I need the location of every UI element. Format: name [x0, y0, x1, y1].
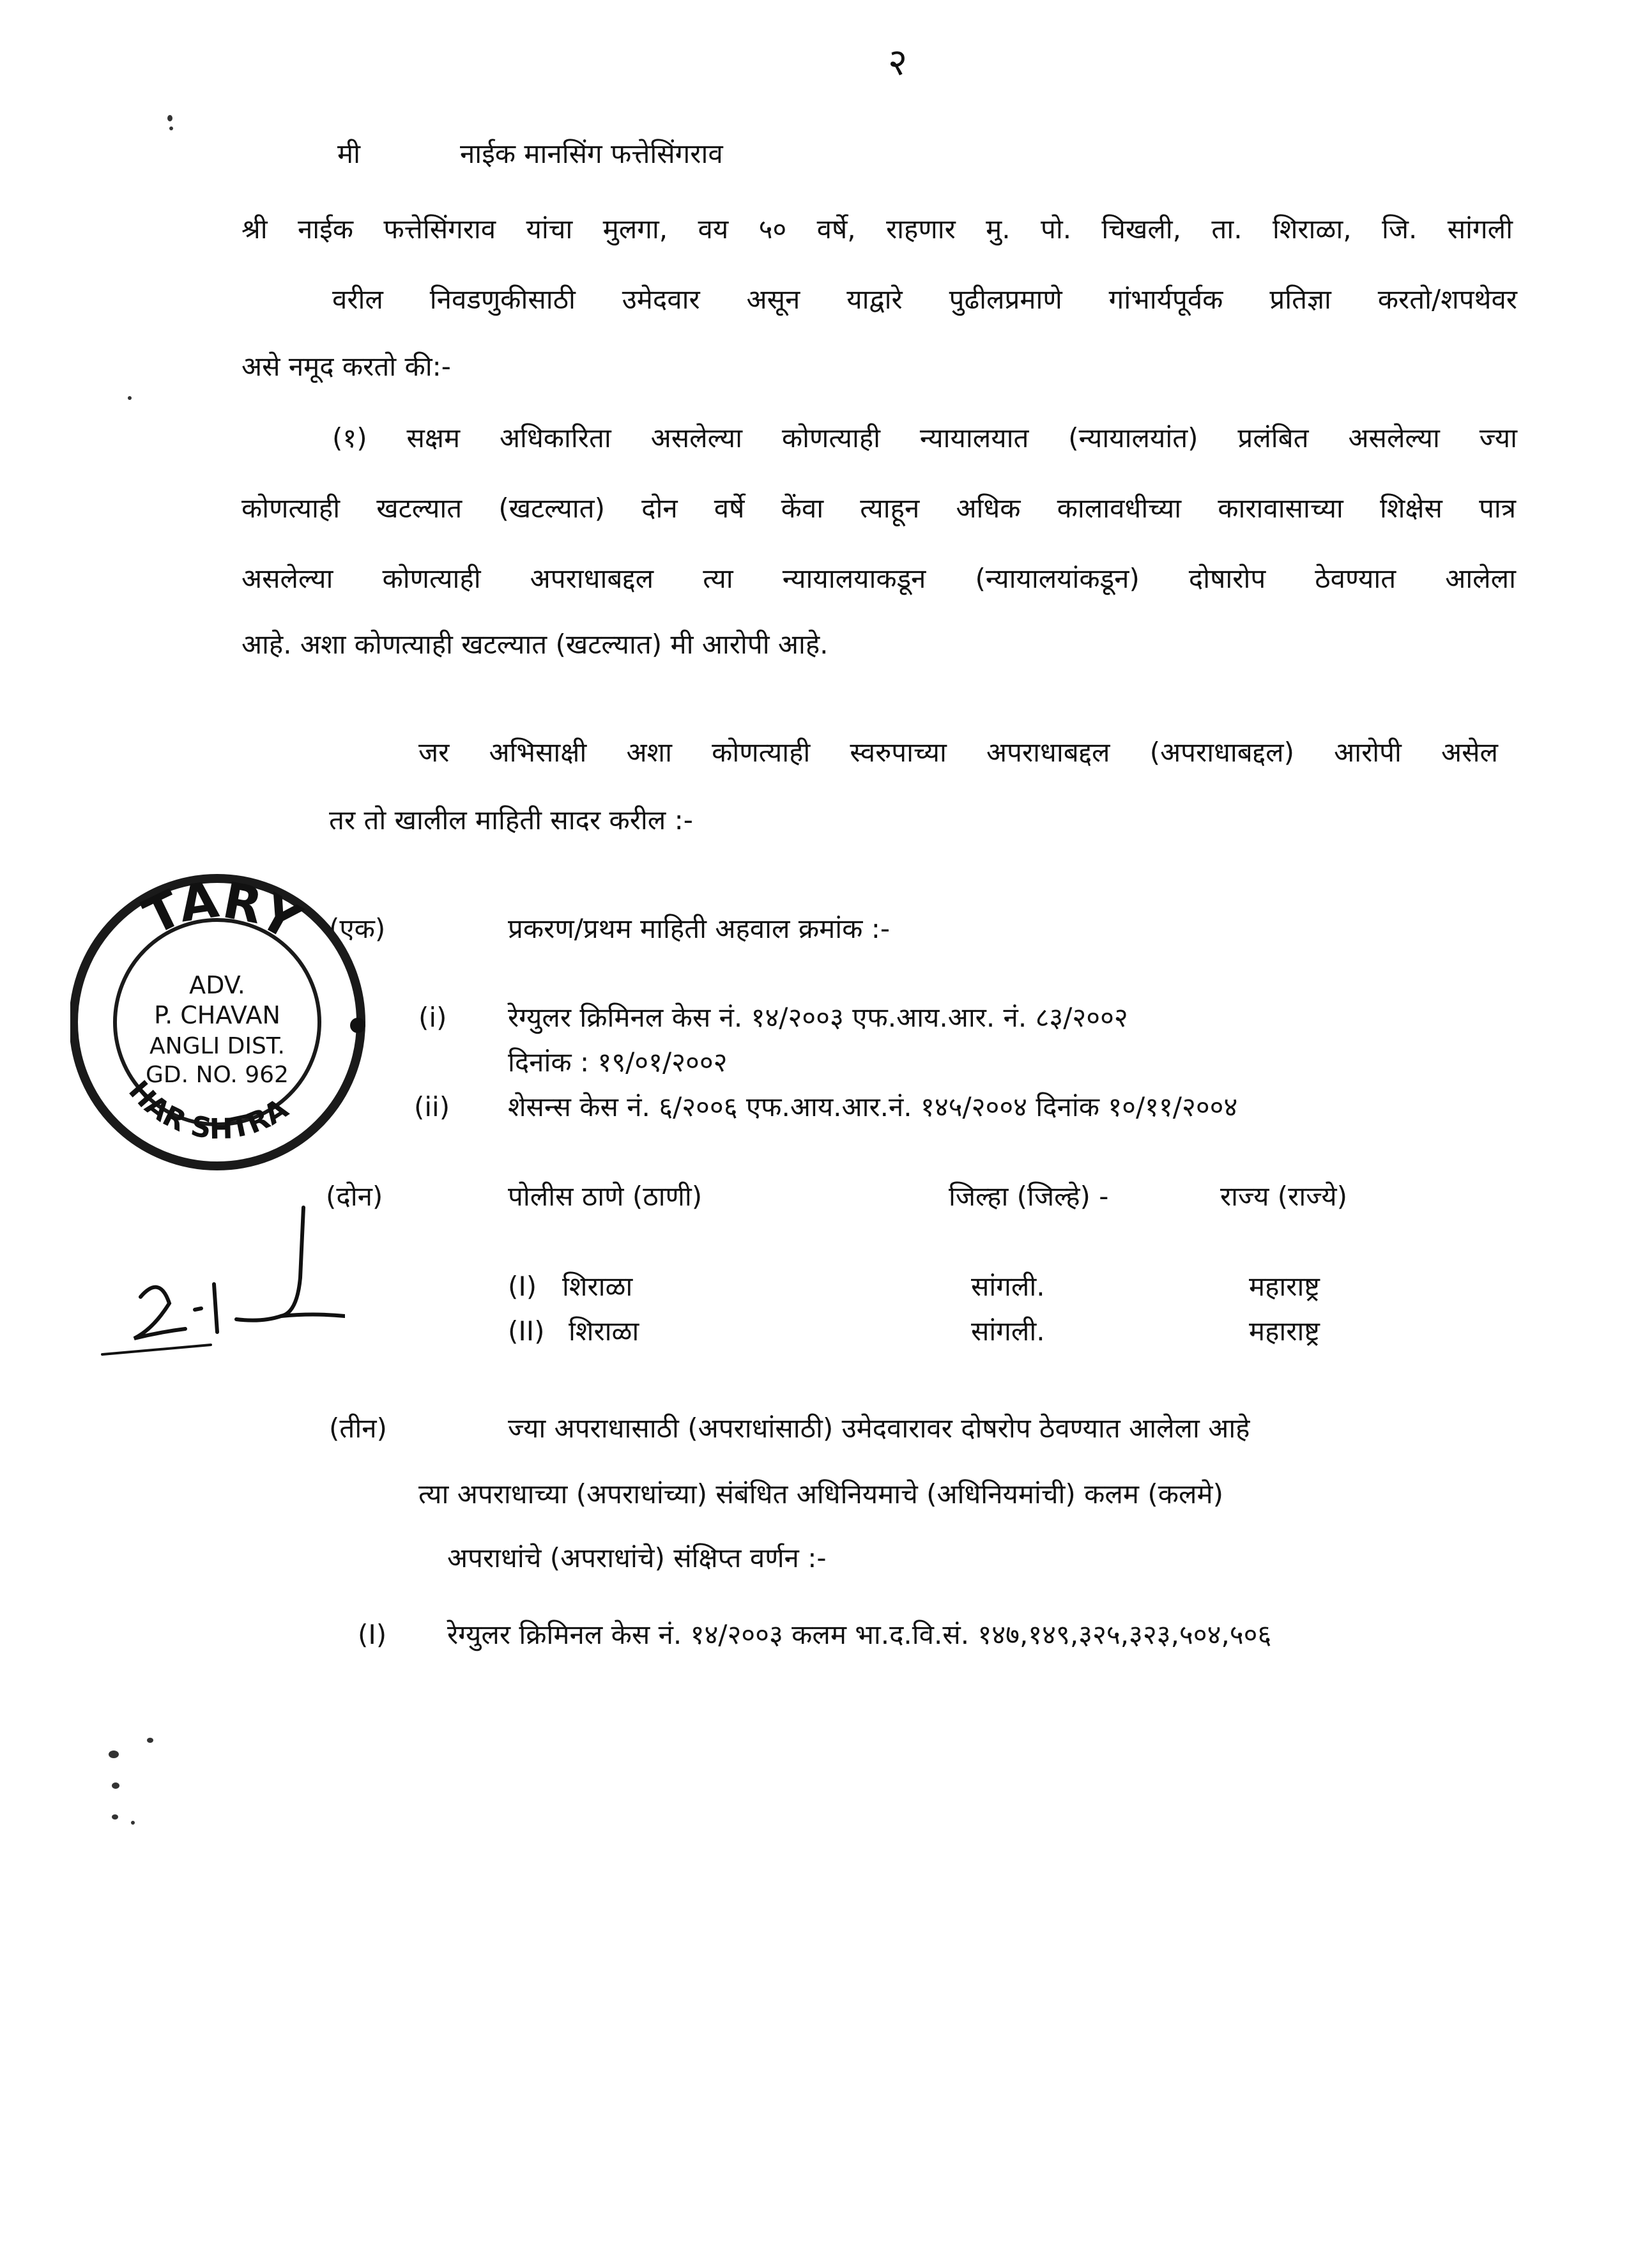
page-number: २ — [888, 40, 908, 84]
margin-speck — [167, 115, 172, 121]
candidate-name: नाईक मानसिंग फत्तेसिंगराव — [460, 138, 723, 169]
section-teen-line-2: त्या अपराधाच्या (अपराधांच्या) संबंधित अधिनियमाचे (अधिनियमांची) कलम (कलमे) — [418, 1478, 1223, 1510]
column-header-district: जिल्हा (जिल्हे) - — [949, 1181, 1109, 1212]
case-item-date: दिनांक : १९/०१/२००२ — [508, 1046, 728, 1078]
district: सांगली. — [971, 1271, 1045, 1302]
police-station: शिराळा — [562, 1271, 633, 1302]
para1-line-2: कोणत्याही खटल्यात (खटल्यात) दोन वर्षे केंवा त्याहून अधिक कालावधीच्या कारावासाच्या शिक्षेस पात्र — [241, 493, 1516, 524]
section-teen-marker: (तीन) — [329, 1413, 387, 1444]
para2-line-1: जर अभिसाक्षी अशा कोणत्याही स्वरुपाच्या अपराधाबद्दल (अपराधाबद्दल) आरोपी असेल — [418, 737, 1498, 768]
stamp-line: P. CHAVAN — [154, 1001, 280, 1029]
stamp-line: GD. NO. 962 — [146, 1062, 289, 1088]
intro-line-2: वरील निवडणुकीसाठी उमेदवार असून याद्वारे पुढीलप्रमाणे गांभार्यपूर्वक प्रतिज्ञा करतो/शपथेवर — [332, 284, 1517, 315]
margin-speck — [112, 1782, 119, 1789]
margin-speck — [169, 126, 173, 130]
state: महाराष्ट्र — [1249, 1315, 1320, 1347]
svg-text:TARY — [135, 871, 310, 952]
state: महाराष्ट्र — [1249, 1271, 1320, 1302]
case-item-marker: (i) — [418, 1002, 447, 1033]
case-item-line: शेसन्स केस नं. ६/२००६ एफ.आय.आर.नं. १४५/२००४ दिनांक १०/११/२००४ — [508, 1091, 1238, 1123]
margin-speck — [131, 1821, 135, 1825]
margin-speck — [147, 1738, 153, 1743]
notary-stamp — [70, 856, 371, 1188]
margin-speck — [112, 1814, 118, 1820]
offence-item-marker: (I) — [358, 1619, 387, 1650]
para1-line-1: (१) सक्षम अधिकारिता असलेल्या कोणत्याही न्यायालयात (न्यायालयांत) प्रलंबित असलेल्या ज्या — [332, 422, 1517, 454]
section-teen-line-3: अपराधांचे (अपराधांचे) संक्षिप्त वर्णन :- — [447, 1542, 827, 1574]
declarant-pronoun: मी — [337, 138, 360, 169]
section-ek-marker: (एक) — [329, 913, 386, 944]
section-don-marker: (दोन) — [326, 1181, 383, 1212]
column-header-police-station: पोलीस ठाणे (ठाणी) — [508, 1181, 703, 1212]
stamp-line: ADV. — [189, 971, 245, 999]
para2-line-2: तर तो खालील माहिती सादर करील :- — [329, 804, 693, 836]
section-ek-heading: प्रकरण/प्रथम माहिती अहवाल क्रमांक :- — [508, 913, 891, 944]
signature-mark — [89, 1201, 345, 1367]
table-row-marker: (II) — [508, 1315, 545, 1347]
stamp-top-text: TARY — [135, 871, 310, 952]
district: सांगली. — [971, 1315, 1045, 1347]
stamp-line: ANGLI DIST. — [149, 1033, 285, 1059]
offence-item-text: रेग्युलर क्रिमिनल केस नं. १४/२००३ कलम भा.द.वि.सं. १४७,१४९,३२५,३२३,५०४,५०६ — [447, 1619, 1272, 1650]
intro-line-3: असे नमूद करतो की:- — [241, 351, 451, 382]
case-item-marker: (ii) — [414, 1091, 450, 1123]
margin-speck — [128, 396, 132, 400]
para1-line-3: असलेल्या कोणत्याही अपराधाबद्दल त्या न्यायालयाकडून (न्यायालयांकडून) दोषारोप ठेवण्यात आलेला — [241, 563, 1516, 594]
stamp-bottom-text: HAR SHTRA — [122, 1075, 294, 1146]
police-station: शिराळा — [569, 1315, 639, 1347]
section-teen-line-1: ज्या अपराधासाठी (अपराधांसाठी) उमेदवारावर दोषरोप ठेवण्यात आलेला आहे — [508, 1413, 1250, 1444]
para1-line-4: आहे. अशा कोणत्याही खटल्यात (खटल्यात) मी आरोपी आहे. — [241, 629, 829, 660]
table-row-marker: (I) — [508, 1271, 537, 1302]
margin-speck — [109, 1751, 119, 1758]
intro-line-1: श्री नाईक फत्तेसिंगराव यांचा मुलगा, वय ५० वर्षे, राहणार मु. पो. चिखली, ता. शिराळा, जि. सांगली — [241, 213, 1513, 245]
case-item-line: रेग्युलर क्रिमिनल केस नं. १४/२००३ एफ.आय.आर. नं. ८३/२००२ — [508, 1002, 1128, 1033]
column-header-state: राज्य (राज्ये) — [1220, 1181, 1348, 1212]
